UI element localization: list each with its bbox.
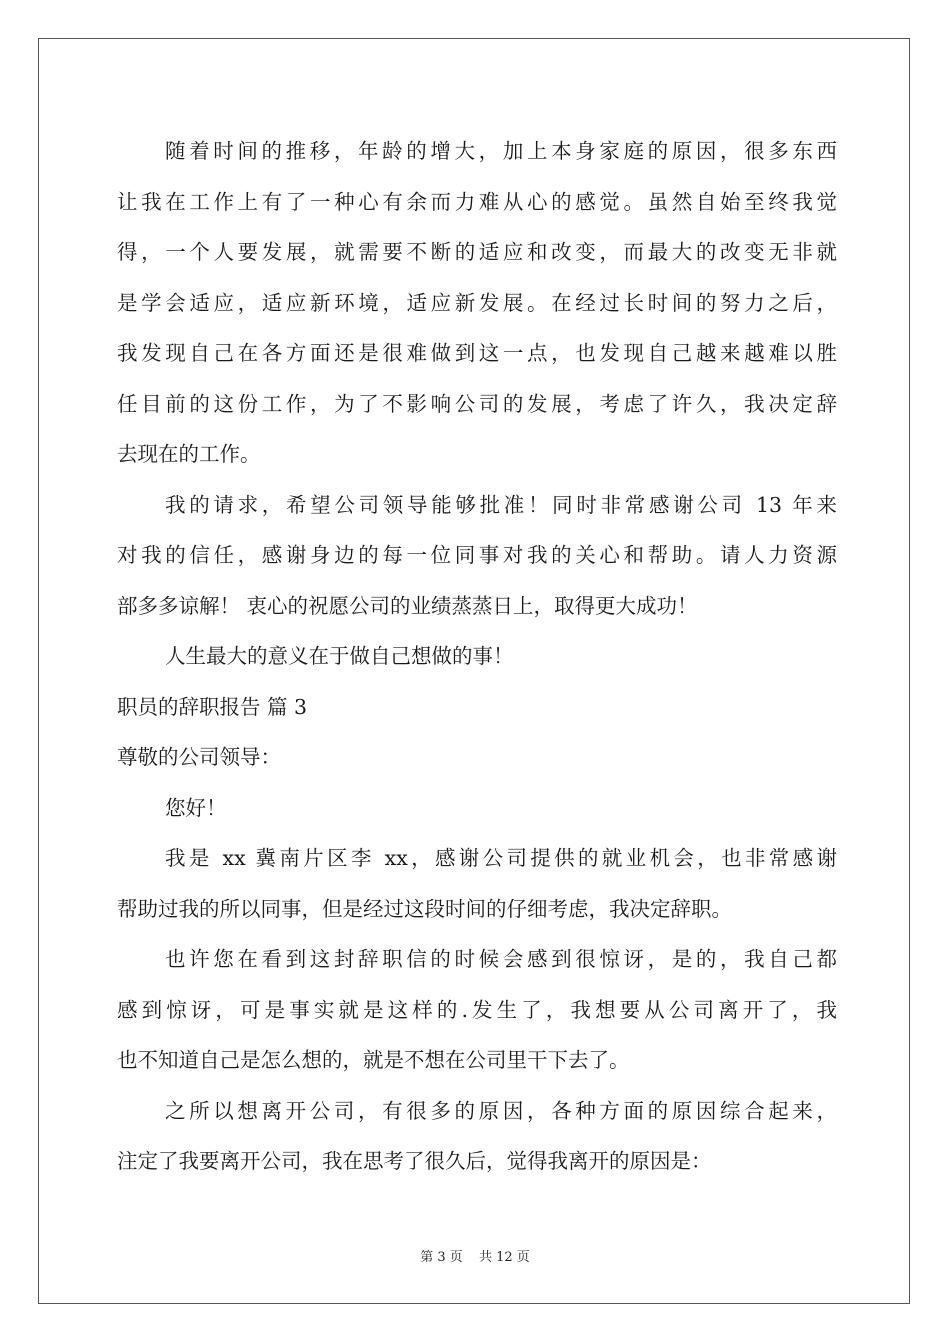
paragraph-line: 任目前的这份工作，为了不影响公司的发展，考虑了许久，我决定辞 [117, 391, 837, 416]
paragraph-line: 也许您在看到这封辞职信的时候会感到很惊讶，是的，我自己都 [165, 947, 837, 971]
paragraph-line: 也不知道自己是怎么想的，就是不想在公司里干下去了。 [117, 1048, 630, 1072]
paragraph-line: 对我的信任，感谢身边的每一位同事对我的关心和帮助。请人力资源 [117, 543, 837, 567]
paragraph-line: 感到惊讶，可是事实就是这样的.发生了，我想要从公司离开了，我 [117, 997, 837, 1022]
paragraph-line: 人生最大的意义在于做自己想做的事！ [165, 644, 514, 668]
section-heading: 职员的辞职报告 篇 3 [117, 694, 308, 719]
paragraph-line: 我的请求，希望公司领导能够批准！同时非常感谢公司 13 年来 [165, 492, 837, 517]
salutation: 尊敬的公司领导： [117, 745, 281, 769]
paragraph-line: 帮助过我的所以同事，但是经过这段时间的仔细考虑，我决定辞职。 [117, 896, 732, 921]
paragraph-line: 注定了我要离开公司，我在思考了很久后，觉得我离开的原因是： [117, 1149, 712, 1173]
paragraph-line: 得，一个人要发展，就需要不断的适应和改变，而最大的改变无非就 [117, 240, 837, 264]
page-footer [0, 1246, 950, 1265]
document-body [117, 126, 837, 1187]
paragraph-line: 部多多谅解！ 衷心的祝愿公司的业绩蒸蒸日上，取得更大成功！ [117, 593, 698, 618]
paragraph-line: 我发现自己在各方面还是很难做到这一点，也发现自己越来越难以胜 [117, 341, 837, 365]
greeting: 您好！ [165, 795, 227, 820]
page-number-current: 第 3 页 [420, 1250, 463, 1265]
paragraph-line: 去现在的工作。 [117, 442, 261, 466]
page-number-total: 共 12 页 [478, 1250, 530, 1265]
paragraph-line: 是学会适应，适应新环境，适应新发展。在经过长时间的努力之后， [117, 290, 837, 315]
paragraph-line: 我是 xx 冀南片区李 xx，感谢公司提供的就业机会，也非常感谢 [165, 846, 837, 870]
paragraph-line: 之所以想离开公司，有很多的原因，各种方面的原因综合起来， [165, 1098, 837, 1123]
paragraph-line: 随着时间的推移，年龄的增大，加上本身家庭的原因，很多东西 [165, 139, 837, 163]
paragraph-line: 让我在工作上有了一种心有余而力难从心的感觉。虽然自始至终我觉 [117, 189, 837, 214]
